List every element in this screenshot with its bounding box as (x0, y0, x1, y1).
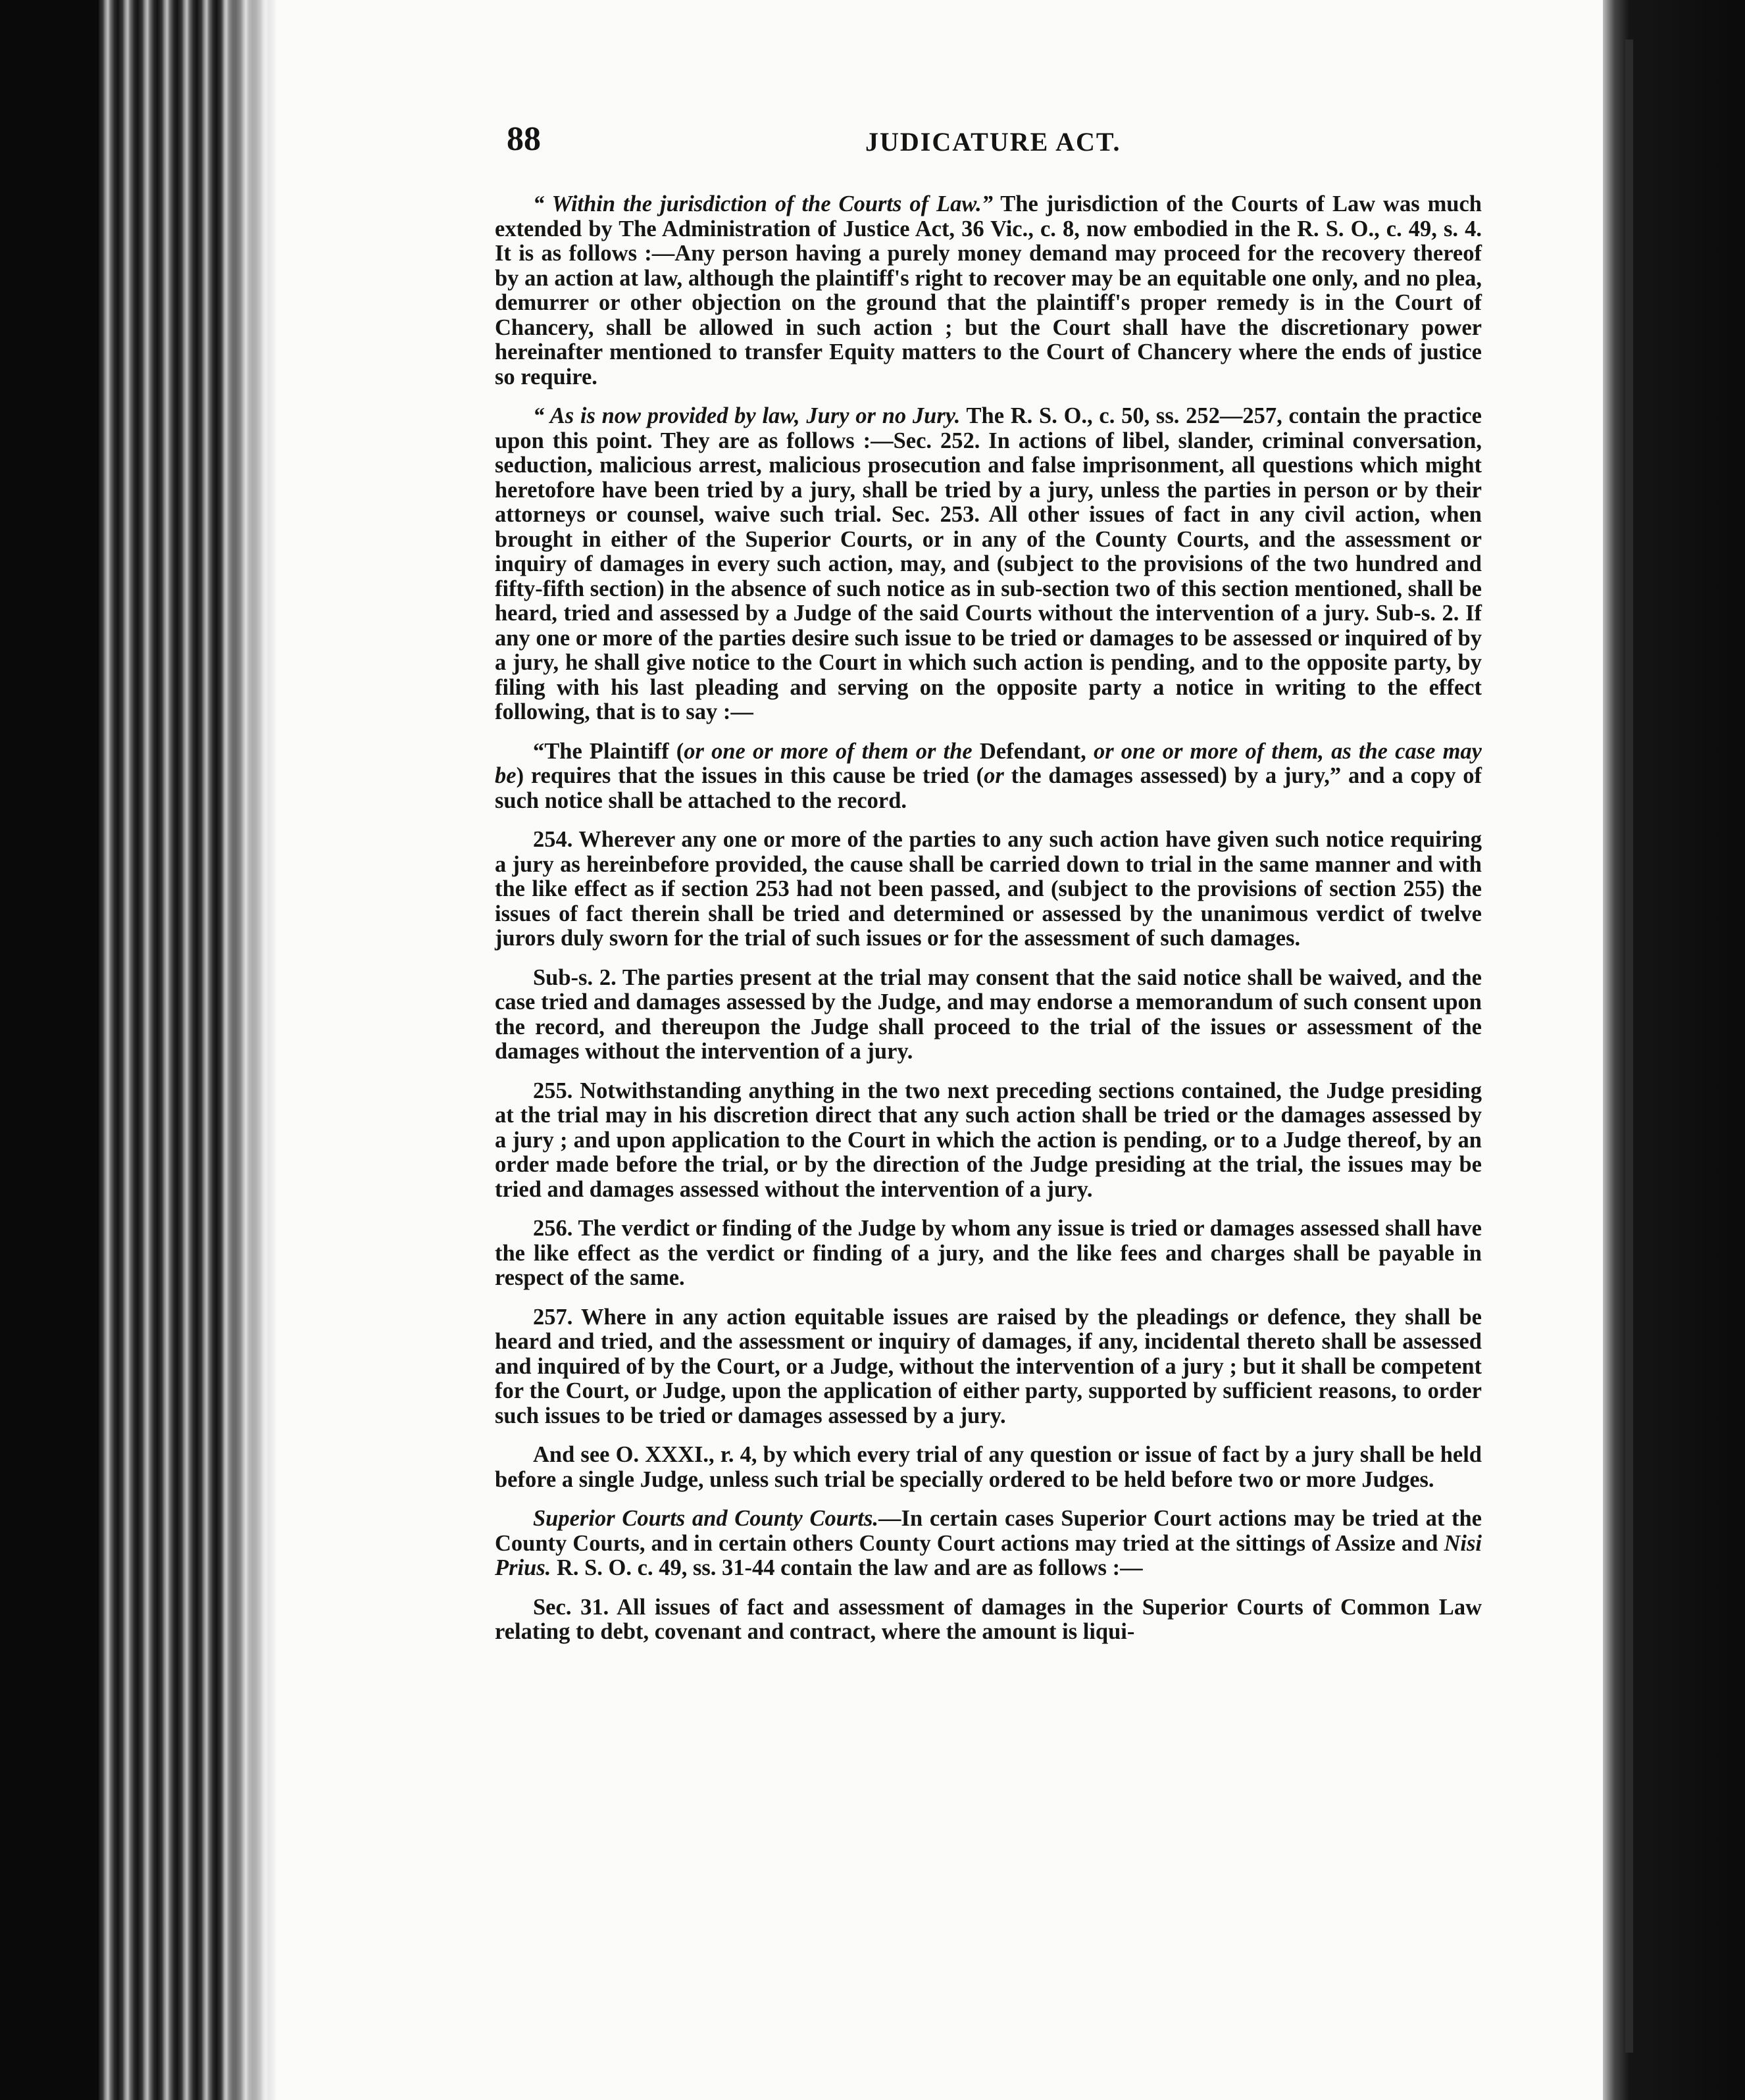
paragraph-text: The jurisdiction of the Courts of Law was much extended by The Administration of Justice Act, 36 Vic., c. 8, now embodied in the R. S. O., c. 49, s. 4. It is as follows :—Any person having a purely money demand may proceed for the recovery thereof by an action at law, although the plaintiff's right to recover may be an equitable one only, and no plea, demurrer or other objection on the ground that the plaintiff's proper remedy is in the Court of Chancery, shall be allowed in such action ; but the Court shall have the discretionary power hereinafter mentioned to transfer Equity matters to the Court of Chancery where the ends of justice so require. (495, 191, 1482, 389)
paragraph-text: The R. S. O., c. 50, ss. 252—257, contain the practice upon this point. They are as follows :—Sec. 252. In actions of libel, slander, criminal conversation, seduction, malicious arrest, malicious prosecution and false imprisonment, all questions which might heretofore have been tried by a jury, shall be tried by a jury, unless the parties in person or by their attorneys or counsel, waive such trial. Sec. 253. All other issues of fact in any civil action, when brought in either of the Superior Courts, or in any of the County Courts, and the assessment or inquiry of damages in every such action, may, and (subject to the provisions of the two hundred and fifty-fifth section) in the absence of such notice as in sub-section two of this section mentioned, shall be heard, tried and assessed by a Judge of the said Courts without the intervention of a jury. Sub-s. 2. If any one or more of the parties desire such issue to be tried or damages to be assessed or inquired of by a jury, he shall give notice to the Court in which such action is pending, and to the opposite party, by filing with his last pleading and serving on the opposite party a notice in writing to the effect following, that is to say :— (495, 403, 1482, 724)
right-page-strip (1625, 39, 1633, 2053)
paragraph-text: R. S. O. c. 49, ss. 31-44 contain the law and are as follows :— (551, 1555, 1143, 1580)
running-head: JUDICATURE ACT. (865, 127, 1121, 157)
paragraph-lead: “ Within the jurisdiction of the Courts of Law.” (533, 191, 993, 216)
notice-italic: or one or more of them, as the case may be (495, 738, 1482, 788)
paragraph-superior-county (495, 1507, 1482, 1581)
notice-text: “The Plaintiff ( (533, 738, 684, 764)
paragraph-notice-form (495, 739, 1482, 814)
page-header (507, 120, 1480, 172)
paragraph-jury (495, 404, 1482, 725)
paragraph-lead: Superior Courts and County Courts. (533, 1506, 879, 1531)
paragraph-section-256: 256. The verdict or finding of the Judge by whom any issue is tried or damages assessed shall have the like effect as the verdict or finding of a jury, and the like fees and charges shall be payable in respect of the same. (495, 1216, 1482, 1290)
gutter-shadow (224, 0, 276, 2100)
paragraph-lead: “ As is now provided by law, Jury or no Jury. (533, 403, 961, 428)
paragraph-text: —In certain cases Superior Court actions may be tried at the County Courts, and in certain others County Court actions may tried at the sittings of Assize and (495, 1506, 1482, 1556)
paragraph-order-xxxi: And see O. XXXI., r. 4, by which every trial of any question or issue of fact by a jury shall be held before a single Judge, unless such trial be specially ordered to be held before two or more Judges. (495, 1442, 1482, 1492)
notice-italic: or one or more of them or the (684, 738, 973, 764)
paragraph-sub-s-2: Sub-s. 2. The parties present at the trial may consent that the said notice shall be waived, and the case tried and damages assessed by the Judge, and may endorse a memorandum of such consent upon the record, and thereupon the Judge shall proceed to the trial of the issues or assessment of the damages without the intervention of a jury. (495, 964, 1482, 1064)
paragraph-jurisdiction (495, 192, 1482, 389)
paragraph-section-254: 254. Wherever any one or more of the parties to any such action have given such notice requiring a jury as hereinbefore provided, the cause shall be carried down to trial in the same manner and with the like effect as if section 253 had not been passed, and (subject to the provisions of section 255) the issues of fact therein shall be tried and determined or assessed by the unanimous verdict of twelve jurors duly sworn for the trial of such issues or for the assessment of such damages. (495, 827, 1482, 951)
notice-italic: or (984, 763, 1004, 788)
paragraph-section-257: 257. Where in any action equitable issues are raised by the pleadings or defence, they shall be heard and tried, and the assessment or inquiry of damages, if any, incidental thereto shall be assessed and inquired of by the Court, or a Judge, without the intervention of a jury ; but it shall be competent for the Court, or Judge, upon the application of either party, supported by sufficient reasons, to order such issues to be tried or damages assessed by a jury. (495, 1304, 1482, 1428)
notice-text: Defendant, (972, 738, 1094, 764)
body-text (495, 192, 1482, 1659)
paragraph-section-255: 255. Notwithstanding anything in the two next preceding sections contained, the Judge presiding at the trial may in his discretion direct that any such action shall be tried or the damages assessed by a jury ; and upon application to the Court in which the action is pending, or to a Judge thereof, by an order made before the trial, or by the direction of the Judge presiding at the trial, the issues may be tried and damages assessed without the intervention of a jury. (495, 1078, 1482, 1202)
paragraph-section-31: Sec. 31. All issues of fact and assessment of damages in the Superior Courts of Common Law relating to debt, covenant and contract, where the amount is liqui- (495, 1594, 1482, 1644)
page-number: 88 (507, 120, 541, 158)
notice-text: ) requires that the issues in this cause be tried ( (516, 763, 984, 788)
paragraph-italic: Nisi Prius. (495, 1530, 1482, 1580)
notice-text: the damages assessed) by a jury,” and a copy of such notice shall be attached to the record. (495, 763, 1482, 813)
right-book-edge (1603, 0, 1745, 2100)
